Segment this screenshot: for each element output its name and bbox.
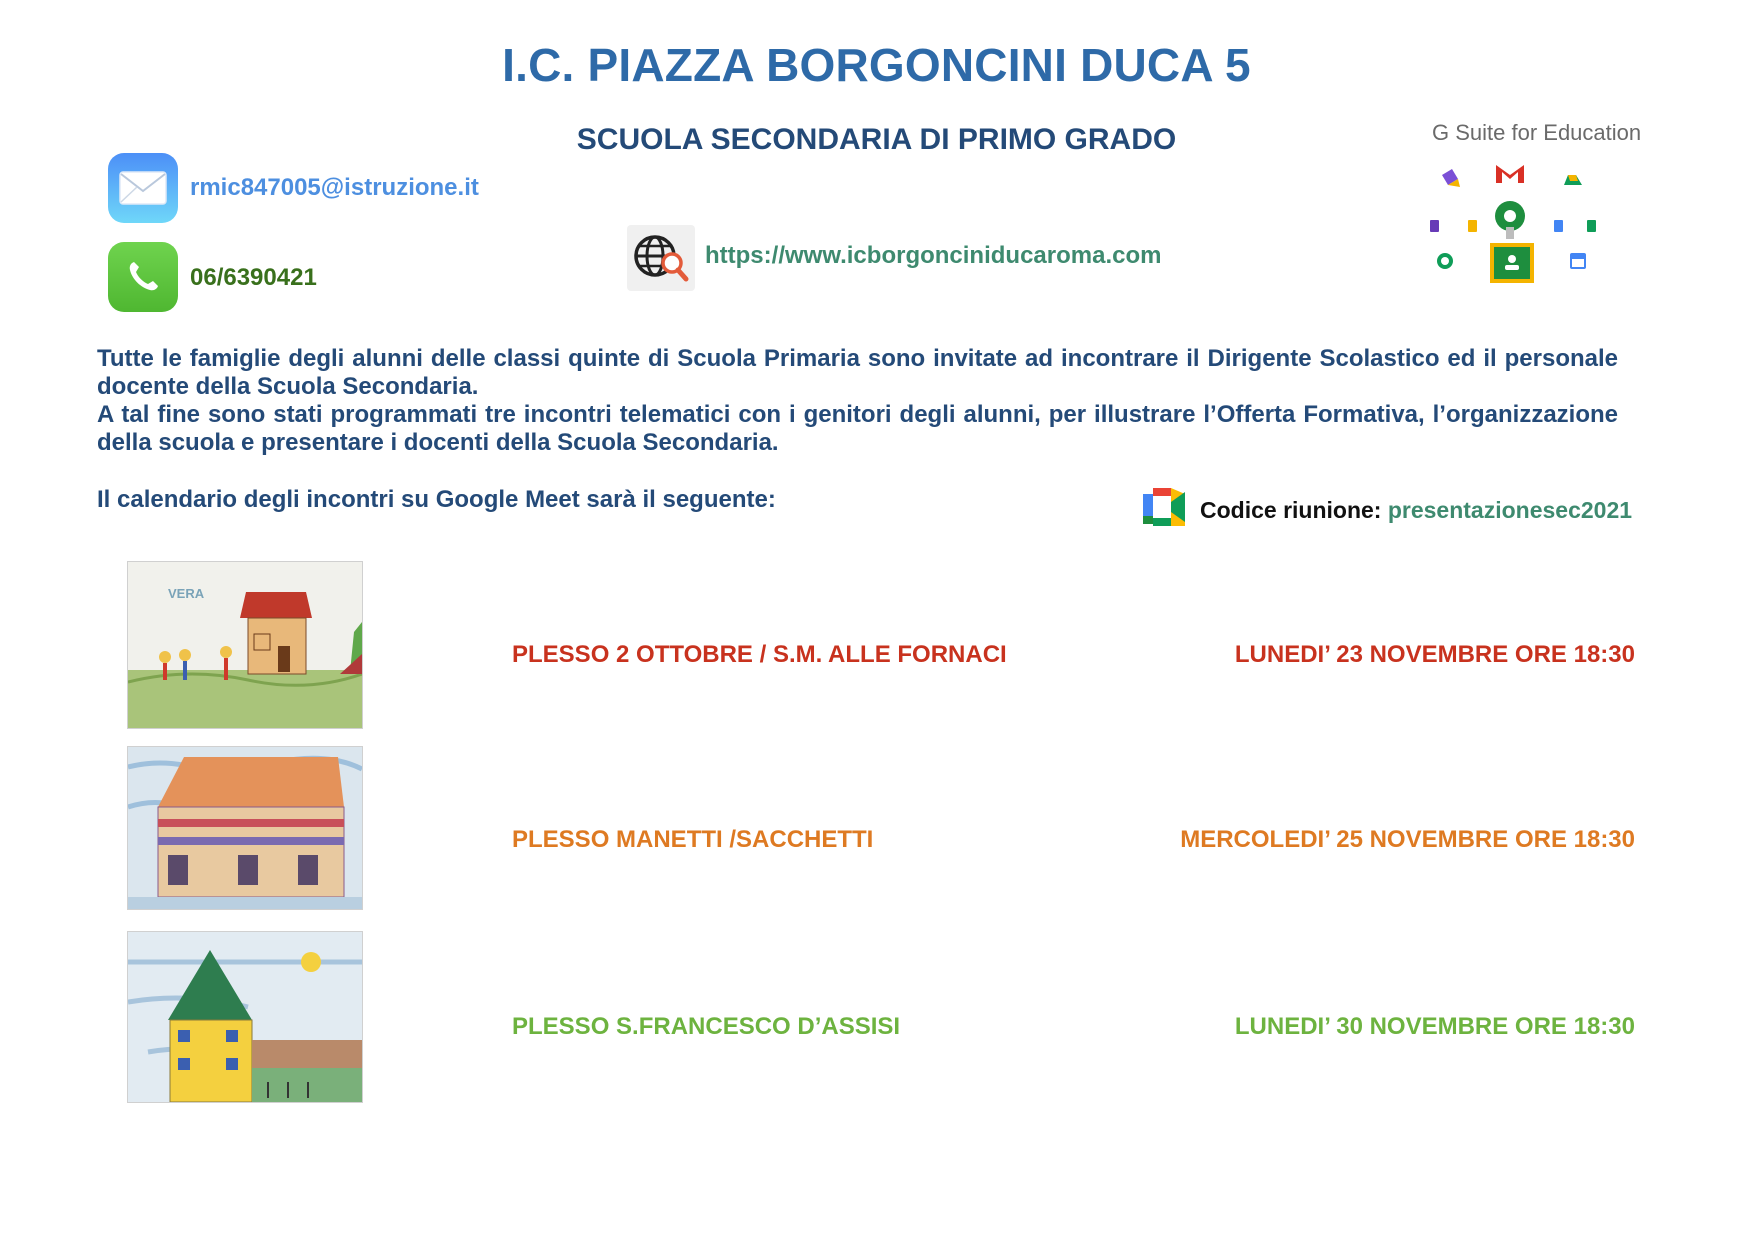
plesso-name: PLESSO S.FRANCESCO D’ASSISI xyxy=(512,1013,901,1040)
meeting-code xyxy=(1200,497,1632,524)
phone-number: 06/6390421 xyxy=(190,264,317,291)
calendar-intro: Il calendario degli incontri su Google Meet sarà il seguente: xyxy=(97,486,776,513)
drawing-text: VERA xyxy=(168,586,205,601)
phone-icon xyxy=(108,242,178,312)
google-meet-icon xyxy=(1143,488,1185,526)
gmail-icon xyxy=(1496,165,1524,183)
mail-icon xyxy=(108,153,178,223)
page-title: I.C. PIAZZA BORGONCINI DUCA 5 xyxy=(502,39,1251,91)
invitation-paragraph: Tutte le famiglie degli alunni delle classi quinte di Scuola Primaria sono invitate ad incontrare il Dirigente Scolastico ed il personale docente della Scuola Secondaria. xyxy=(97,345,1618,400)
meeting-date: LUNEDI’ 30 NOVEMBRE ORE 18:30 xyxy=(1234,1013,1635,1040)
docs-icon xyxy=(1554,220,1563,232)
gsuite-apps-icon xyxy=(1430,155,1600,300)
forms-icon xyxy=(1430,220,1439,232)
slides-icon xyxy=(1468,220,1477,232)
email-link[interactable]: rmic847005@istruzione.it xyxy=(190,174,479,201)
meeting-code-label: Codice riunione: xyxy=(1200,497,1382,523)
plesso-name: PLESSO 2 OTTOBRE / S.M. ALLE FORNACI xyxy=(512,641,1007,668)
sheets-icon xyxy=(1587,220,1596,232)
admin-icon xyxy=(1495,201,1525,239)
meeting-date: MERCOLEDI’ 25 NOVEMBRE ORE 18:30 xyxy=(1180,826,1635,853)
gsuite-label: G Suite for Education xyxy=(1432,120,1642,145)
plesso-name: PLESSO MANETTI /SACCHETTI xyxy=(512,826,874,853)
child-drawing-3 xyxy=(127,931,363,1103)
meeting-code-value: presentazionesec2021 xyxy=(1387,497,1633,523)
child-drawing-2 xyxy=(127,746,363,910)
website-link[interactable]: https://www.icborgonciniducaroma.com xyxy=(705,242,1162,269)
meeting-date: LUNEDI’ 23 NOVEMBRE ORE 18:30 xyxy=(1234,641,1635,668)
hangouts-icon xyxy=(1437,253,1453,269)
classroom-icon xyxy=(1490,243,1534,283)
globe-search-icon xyxy=(627,225,695,291)
page-subtitle: SCUOLA SECONDARIA DI PRIMO GRADO xyxy=(576,123,1177,156)
child-drawing-1 xyxy=(127,561,363,729)
purpose-paragraph: A tal fine sono stati programmati tre incontri telematici con i genitori degli alunni, per illustrare l’Offerta Formativa, l’organizzazione della scuola e presentare i docenti della Scuola Secondaria. xyxy=(97,401,1618,456)
calendar-icon xyxy=(1570,253,1586,269)
